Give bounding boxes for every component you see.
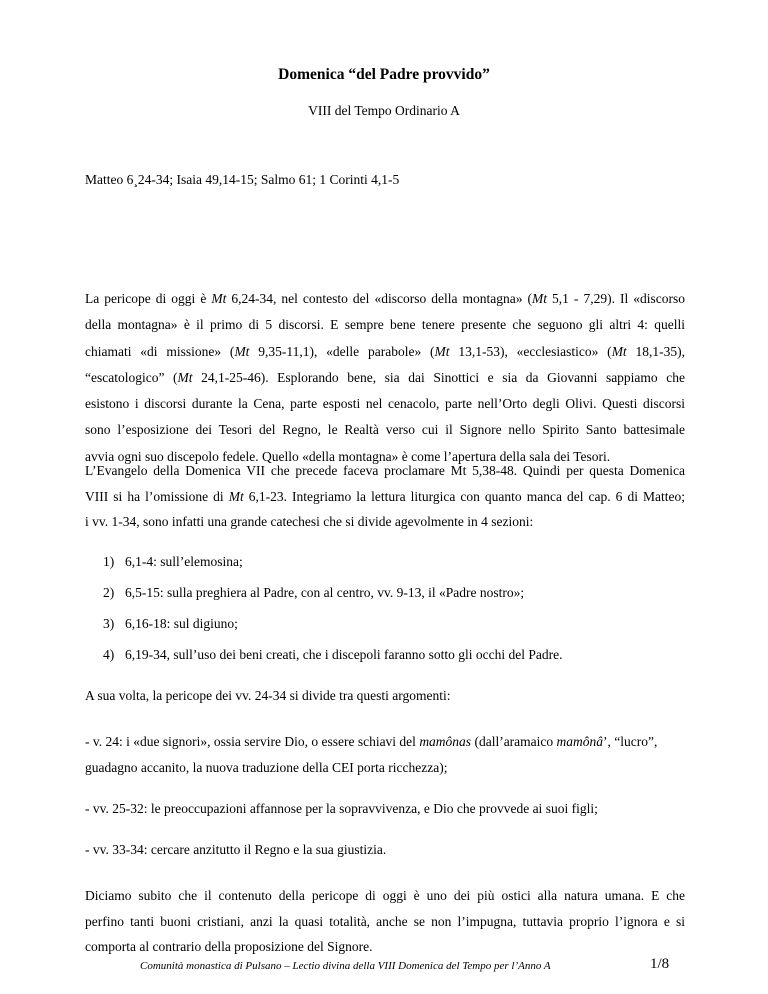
paragraph-intro (85, 286, 685, 470)
text-line: Diciamo subito che il contenuto della pericope di oggi è uno dei più ostici alla natura umana. E che (85, 888, 685, 903)
document-title: Domenica “del Padre provvido” (278, 66, 490, 83)
paragraph-comment (85, 883, 685, 960)
readings-line: Matteo 6¸24-34; Isaia 49,14-15; Salmo 61; 1 Corinti 4,1-5 (85, 172, 400, 187)
text-line: sono l’esposizione dei Tesori del Regno, le Realtà verso cui il Signore nello Spirito Santo battesimale (85, 422, 685, 438)
text-line: chiamati «di missione» (Mt 9,35-11,1), «delle parabole» (Mt 13,1-53), «ecclesiastico» (Mt 18,1-35), (85, 343, 685, 359)
text-line: perfino tanti buoni cristiani, anzi la quasi totalità, anche se non l’impugna, tuttavia proprio l’ignora e si (85, 913, 685, 929)
paragraph-point-3: - vv. 33-34: cercare anzitutto il Regno e la sua giustizia. (85, 842, 387, 857)
text-line: VIII si ha l’omissione di Mt 6,1-23. Integriamo la lettura liturgica con quanto manca del cap. 6 di Matteo; (85, 488, 685, 504)
text-line: della montagna» è il primo di 5 discorsi. E sempre bene tenere presente che seguono gli altri 4: quelli (85, 317, 685, 333)
list-item: 1) 6,1-4: sull’elemosina; (103, 554, 243, 569)
text-line: esistono i discorsi durante la Cena, parte esposti nel cenacolo, parte nell’Orto degli Olivi. Questi discorsi (85, 396, 685, 412)
text-line: avvia ogni suo discepolo fedele. Quello «della montagna» è come l’apertura della sala dei Tesori. (85, 448, 611, 464)
paragraph-context (85, 458, 685, 535)
paragraph-point-1-cont: guadagno accanito, la nuova traduzione della CEI porta ricchezza); (85, 760, 448, 775)
text-line: comporta al contrario della proposizione del Signore. (85, 939, 373, 955)
paragraph-point-2: - vv. 25-32: le preoccupazioni affannose per la sopravvivenza, e Dio che provvede ai suoi figli; (85, 801, 598, 816)
document-subtitle: VIII del Tempo Ordinario A (308, 103, 460, 118)
page-number: 1/8 (650, 956, 670, 972)
list-item: 2) 6,5-15: sulla preghiera al Padre, con al centro, vv. 9-13, il «Padre nostro»; (103, 585, 525, 600)
text-line: i vv. 1-34, sono infatti una grande catechesi che si divide agevolmente in 4 sezioni: (85, 514, 534, 530)
paragraph-division: A sua volta, la pericope dei vv. 24-34 si divide tra questi argomenti: (85, 688, 451, 703)
list-item: 3) 6,16-18: sul digiuno; (103, 616, 238, 631)
text-line: “escatologico” (Mt 24,1-25-46). Esplorando bene, sia dai Sinottici e sia da Giovanni sappiamo che (85, 369, 685, 385)
text-line: La pericope di oggi è Mt 6,24-34, nel contesto del «discorso della montagna» (Mt 5,1 - 7,29). Il «discorso (85, 291, 685, 306)
paragraph-point-1: - v. 24: i «due signori», ossia servire Dio, o essere schiavi del mamônas (dall’aramaico mamônâ’, “lucro”, (85, 734, 658, 749)
text-line: L’Evangelo della Domenica VII che precede faceva proclamare Mt 5,38-48. Quindi per questa Domenica (85, 463, 685, 478)
list-item: 4) 6,19-34, sull’uso dei beni creati, che i discepoli faranno sotto gli occhi del Padre. (103, 647, 563, 662)
page-footer: Comunità monastica di Pulsano – Lectio divina della VIII Domenica del Tempo per l’Anno A (140, 960, 551, 972)
